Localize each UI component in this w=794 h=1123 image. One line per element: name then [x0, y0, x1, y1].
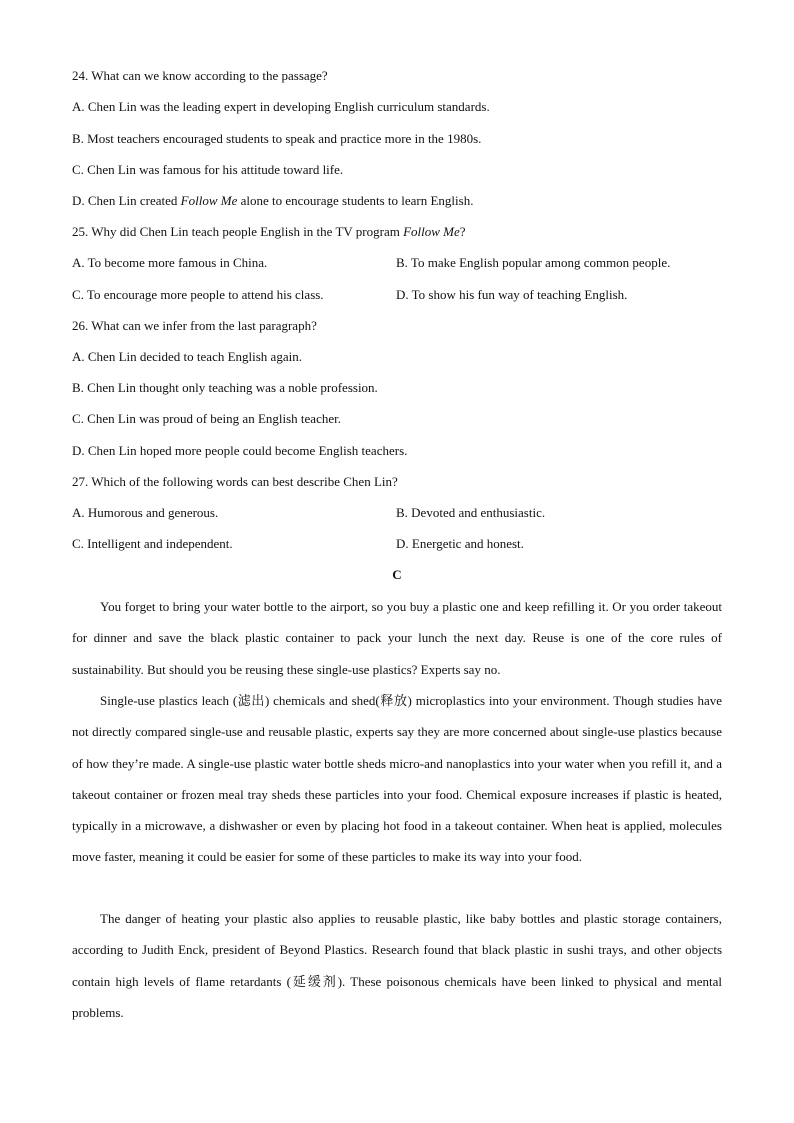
- program-title-italic: Follow Me: [403, 224, 460, 239]
- question-26-option-d: D. Chen Lin hoped more people could become English teachers.: [72, 443, 408, 458]
- question-25-option-b: B. To make English popular among common people.: [396, 255, 671, 270]
- question-26-option-b: B. Chen Lin thought only teaching was a noble profession.: [72, 380, 378, 395]
- question-27-option-d: D. Energetic and honest.: [396, 536, 524, 551]
- question-27-stem: 27. Which of the following words can best describe Chen Lin?: [72, 474, 398, 489]
- question-24-option-d: [72, 192, 473, 210]
- stem-text-post: ?: [459, 224, 466, 239]
- question-27-option-a: A. Humorous and generous.: [72, 505, 219, 520]
- passage-paragraph-1: You forget to bring your water bottle to the airport, so you buy a plastic one and keep refilling it. Or you order takeout for dinner and save the black plastic container to pack your lunch the next day. Reuse is one of the core rules of sustainability. But should you be reusing these single-use plastics? Experts say no.: [72, 599, 722, 677]
- question-26-option-c: C. Chen Lin was proud of being an English teacher.: [72, 411, 341, 426]
- question-26-stem: 26. What can we infer from the last paragraph?: [72, 318, 317, 333]
- question-24-option-a: A. Chen Lin was the leading expert in developing English curriculum standards.: [72, 99, 490, 114]
- question-27-option-b: B. Devoted and enthusiastic.: [396, 505, 546, 520]
- option-d-text-post: alone to encourage students to learn English.: [237, 193, 474, 208]
- passage-paragraph-2: Single-use plastics leach (滤出) chemicals and shed(释放) microplastics into your environment. Though studies have not directly compared single-use and reusable plastic, experts say they are more concerned about single-use plastics because of how they’re made. A single-use plastic water bottle sheds micro-and nanoplastics into your water when you refill it, and a takeout container or frozen meal tray sheds these particles into your food. Chemical exposure increases if plastic is heated, typically in a microwave, a dishwasher or even by placing hot food in a takeout container. When heat is applied, molecules move faster, meaning it could be easier for some of these particles to make its way into your food.: [72, 693, 722, 865]
- question-26-option-a: A. Chen Lin decided to teach English again.: [72, 349, 302, 364]
- question-25-option-c: C. To encourage more people to attend his class.: [72, 287, 324, 302]
- question-24-option-b: B. Most teachers encouraged students to speak and practice more in the 1980s.: [72, 131, 482, 146]
- option-d-text-pre: D. Chen Lin created: [72, 193, 181, 208]
- question-25-option-d: D. To show his fun way of teaching English.: [396, 287, 628, 302]
- section-heading: C: [392, 567, 402, 582]
- question-25-option-a: A. To become more famous in China.: [72, 255, 268, 270]
- passage-paragraph-3: The danger of heating your plastic also applies to reusable plastic, like baby bottles and plastic storage containers, according to Judith Enck, president of Beyond Plastics. Research found that black plastic in sushi trays, and other objects contain high levels of flame retardants (延缓剂). These poisonous chemicals have been linked to physical and mental problems.: [72, 911, 722, 1020]
- question-27-option-c: C. Intelligent and independent.: [72, 536, 233, 551]
- stem-text-pre: 25. Why did Chen Lin teach people English in the TV program: [72, 224, 404, 239]
- question-24-option-c: C. Chen Lin was famous for his attitude toward life.: [72, 162, 344, 177]
- question-25-stem: [72, 223, 466, 241]
- question-24-stem: 24. What can we know according to the passage?: [72, 68, 328, 83]
- program-title-italic: Follow Me: [180, 193, 238, 208]
